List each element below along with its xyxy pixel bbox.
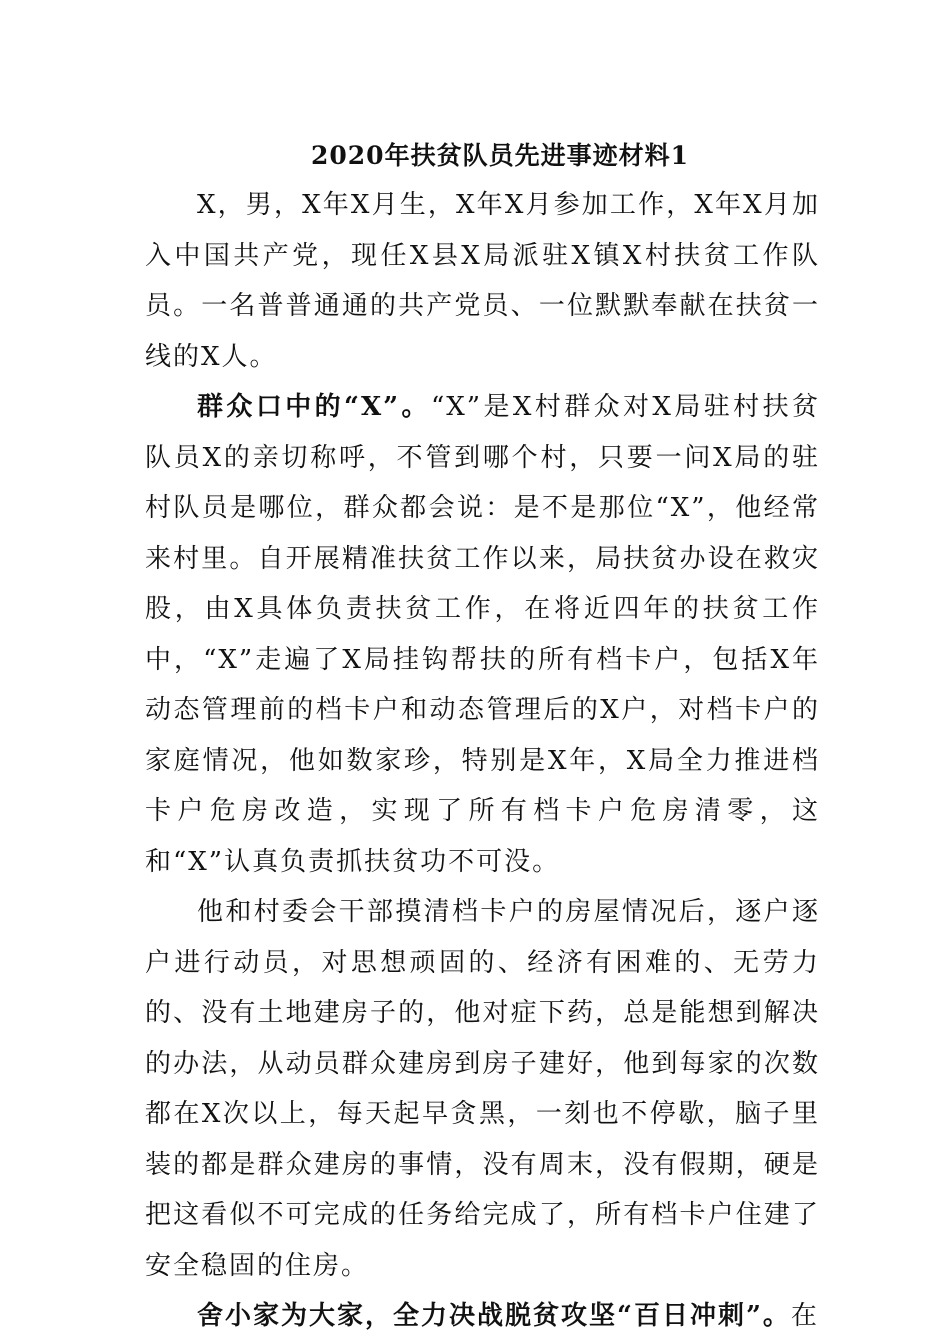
paragraph-nickname — [145, 382, 820, 887]
document-title: 2020年扶贫队员先进事迹材料1 — [311, 141, 689, 170]
paragraph-text: “X”是X村群众对X局驻村扶贫队员X的亲切称呼，不管到哪个村，只要一问X局的驻村队员是哪位，群众都会说：是不是那位“X”，他经常来村里。自开展精准扶贫工作以来，局扶贫办设在救灾股，由X具体负责扶贫工作，在将近四年的扶贫工作中，“X”走遍了X局挂钩帮扶的所有档卡户，包括X年动态管理前的档卡户和动态管理后的X户，对档卡户的家庭情况，他如数家珍，特别是X年，X局全力推进档卡户危房改造，实现了所有档卡户危房清零，这和“X”认真负责抓扶贫功不可没。 — [145, 392, 820, 877]
paragraph-lead: 群众口中的“X”。 — [197, 392, 431, 422]
paragraph-text: X，男，X年X月生，X年X月参加工作，X年X月加入中国共产党，现任X县X局派驻X镇X村扶贫工作队员。一名普普通通的共产党员、一位默默奉献在扶贫一线的X人。 — [145, 190, 820, 372]
paragraph-housing — [145, 887, 820, 1291]
document-body — [145, 180, 820, 1342]
paragraph-text: 他和村委会干部摸清档卡户的房屋情况后，逐户逐户进行动员，对思想顽固的、经济有困难的、无劳力的、没有土地建房子的，他对症下药，总是能想到解决的办法，从动员群众建房到房子建好，他到每家的次数都在X次以上，每天起早贪黑，一刻也不停歇，脑子里装的都是群众建房的事情，没有周末，没有假期，硬是把这看似不可完成的任务给完成了，所有档卡户住建了安全稳固的住房。 — [145, 897, 820, 1281]
paragraph-intro — [145, 180, 820, 382]
paragraph-text: 在 — [790, 1301, 819, 1331]
paragraph-lead: 舍小家为大家，全力决战脱贫攻坚“百日冲刺”。 — [197, 1301, 791, 1331]
paragraph-sprint — [145, 1291, 820, 1342]
